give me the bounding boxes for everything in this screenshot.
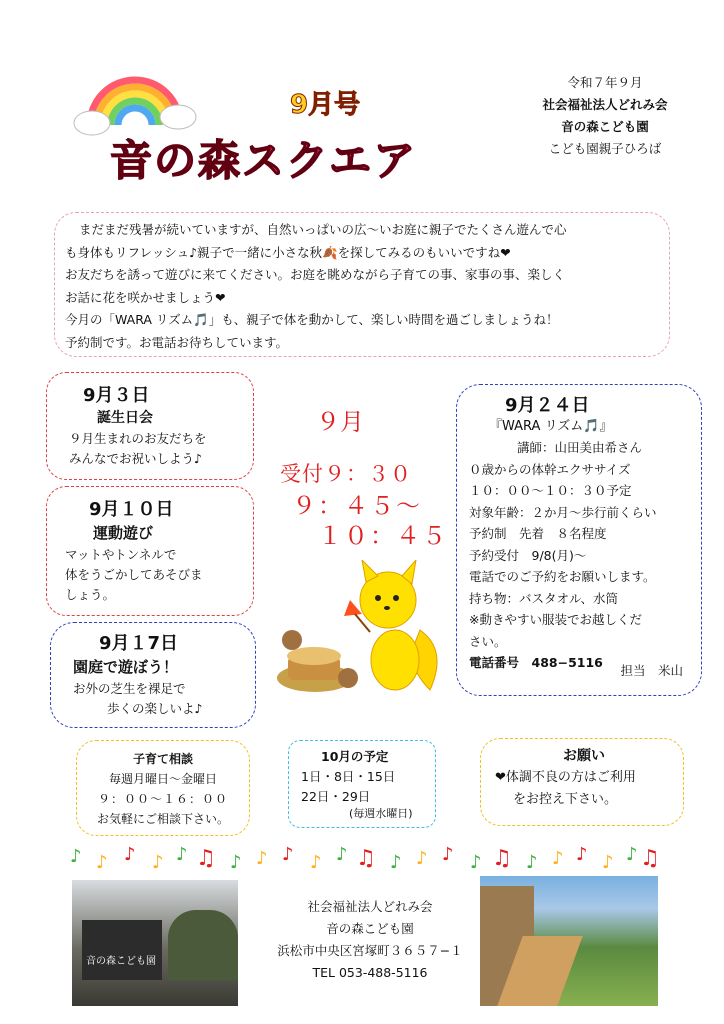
event-date: 9月１7日 [99, 633, 179, 654]
request-line: をお控え下さい。 [513, 792, 618, 807]
section-name: こども園親子ひろば [548, 141, 662, 156]
request-box [480, 738, 684, 826]
footer-org: 社会福祉法人どれみ会 [307, 899, 433, 914]
event-line: 歩くの楽しいよ♪ [107, 701, 203, 716]
event-line: ０歳からの体幹エクササイズ [469, 461, 631, 477]
music-note-icon: ♪ [256, 848, 268, 869]
event-line: ９月生まれのお友だちを [69, 431, 207, 446]
event-date: 9月１０日 [89, 499, 174, 520]
october-title: 10月の予定 [321, 749, 389, 764]
event-line: ※動きやすい服装でお越しくだ [469, 612, 642, 627]
event-line: お外の芝生を裸足で [73, 681, 186, 696]
school-name: 音の森こども園 [561, 119, 649, 134]
music-note-icon: ♪ [626, 844, 638, 865]
consult-days: 毎週月曜日〜金曜日 [108, 772, 217, 786]
music-note-icon: ♪ [526, 852, 538, 873]
consult-note: お気軽にご相談下さい。 [96, 812, 229, 826]
center-month: ９月 [316, 408, 364, 436]
event-line: みんなでお祝いしよう♪ [69, 451, 202, 466]
music-note-icon: ♪ [416, 848, 428, 869]
footer-address: 浜松市中央区宮塚町３６５７−１ [277, 943, 463, 958]
music-note-icon: ♪ [310, 852, 322, 873]
consult-hours: ９：００〜１６：００ [97, 792, 228, 806]
music-note-icon: ♫ [196, 846, 216, 871]
music-note-icon: ♪ [96, 852, 108, 873]
intro-line: 今月の「WARA リズム🎵」も、親子で体を動かして、楽しい時間を過ごしましょうね！ [65, 312, 559, 327]
event-line: 対象年齢：２か月〜歩行前くらい [469, 504, 657, 520]
issue-date: 令和７年９月 [567, 75, 643, 90]
music-note-icon: ♪ [602, 852, 614, 873]
music-note-icon: ♪ [390, 852, 402, 873]
consult-box [76, 740, 250, 836]
intro-line: お友だちを誘って遊びに来てください。お庭を眺めながら子育ての事、家事の事、楽しく [65, 267, 566, 282]
music-note-icon: ♪ [576, 844, 588, 865]
footer-school: 音の森こども園 [326, 921, 414, 936]
october-dates-2: 22日・29日 [301, 789, 371, 804]
music-note-icon: ♫ [492, 846, 512, 871]
garden-photo [480, 876, 658, 1006]
request-line: ❤体調不良の方はご利用 [495, 770, 636, 785]
music-note-icon: ♪ [442, 844, 454, 865]
fox-squirrel-illustration [270, 560, 450, 700]
music-notes-decoration [60, 838, 660, 874]
org-name: 社会福祉法人どれみ会 [542, 97, 668, 112]
intro-line: も身体もリフレッシュ♪親子で一緒に小さな秋🍂を探してみるのもいいですね❤ [65, 244, 511, 260]
event-title: 誕生日会 [97, 410, 153, 426]
event-title: 運動遊び [93, 524, 154, 542]
music-note-icon: ♪ [70, 846, 82, 867]
event-line: さい。 [469, 633, 507, 649]
event-title: 園庭で遊ぼう！ [73, 658, 179, 676]
music-note-icon: ♫ [640, 846, 660, 871]
intro-box [54, 212, 670, 357]
reception-time: 受付９：３０ [280, 462, 412, 486]
event-sep17 [50, 622, 256, 728]
october-note: (毎週水曜日) [349, 807, 413, 820]
intro-line: 予約制です。お電話お待ちしています。 [65, 334, 289, 350]
event-line: しょう。 [65, 587, 116, 602]
event-date: 9月２４日 [505, 395, 590, 416]
staff-name: 担当 米山 [620, 663, 683, 678]
session-end: １０：４５ [318, 522, 448, 550]
session-start: ９：４５〜 [292, 492, 422, 520]
event-line: マットやトンネルで [65, 547, 177, 562]
header-info [530, 72, 680, 160]
event-sep3 [46, 372, 254, 480]
event-date: 9月３日 [83, 385, 150, 406]
music-note-icon: ♪ [336, 844, 348, 865]
issue-label: 9月号 [290, 90, 361, 120]
intro-line: お話に花を咲かせましょう❤ [65, 289, 226, 305]
phone-number: 電話番号 488−5116 [469, 655, 603, 670]
intro-line: まだまだ残暑が続いていますが、自然いっぱいの広〜いお庭に親子でたくさん遊んで心 [79, 222, 567, 237]
request-title: お願い [563, 748, 605, 764]
music-note-icon: ♪ [230, 852, 242, 873]
footer-contact [270, 896, 470, 984]
event-line: 予約受付 9/8(月)〜 [469, 547, 587, 563]
event-line: １０：００〜１０：３０予定 [469, 483, 632, 498]
event-line: 講師：山田美由希さん [517, 440, 643, 455]
event-sep24 [456, 384, 702, 696]
event-line: 持ち物：バスタオル、水筒 [469, 590, 619, 606]
music-note-icon: ♪ [470, 852, 482, 873]
event-line: 予約制 先着 ８名程度 [469, 526, 607, 541]
music-note-icon: ♪ [176, 844, 188, 865]
event-sep10 [46, 486, 254, 616]
music-note-icon: ♫ [356, 846, 376, 871]
october-dates-1: 1日・8日・15日 [301, 769, 396, 784]
consult-title: 子育て相談 [132, 752, 193, 766]
signboard-text: 音の森こども園 [86, 956, 156, 967]
music-note-icon: ♪ [124, 844, 136, 865]
event-title: 『WARA リズム🎵』 [489, 419, 613, 434]
building-photo [72, 880, 238, 1006]
footer-tel: TEL 053-488-5116 [312, 965, 428, 980]
newsletter-title: 音の森スクエア [110, 136, 418, 185]
event-line: 体をうごかしてあそびま [65, 567, 203, 582]
october-box [288, 740, 436, 828]
music-note-icon: ♪ [552, 848, 564, 869]
music-note-icon: ♪ [282, 844, 294, 865]
music-note-icon: ♪ [152, 852, 164, 873]
event-line: 電話でのご予約をお願いします。 [469, 569, 656, 584]
